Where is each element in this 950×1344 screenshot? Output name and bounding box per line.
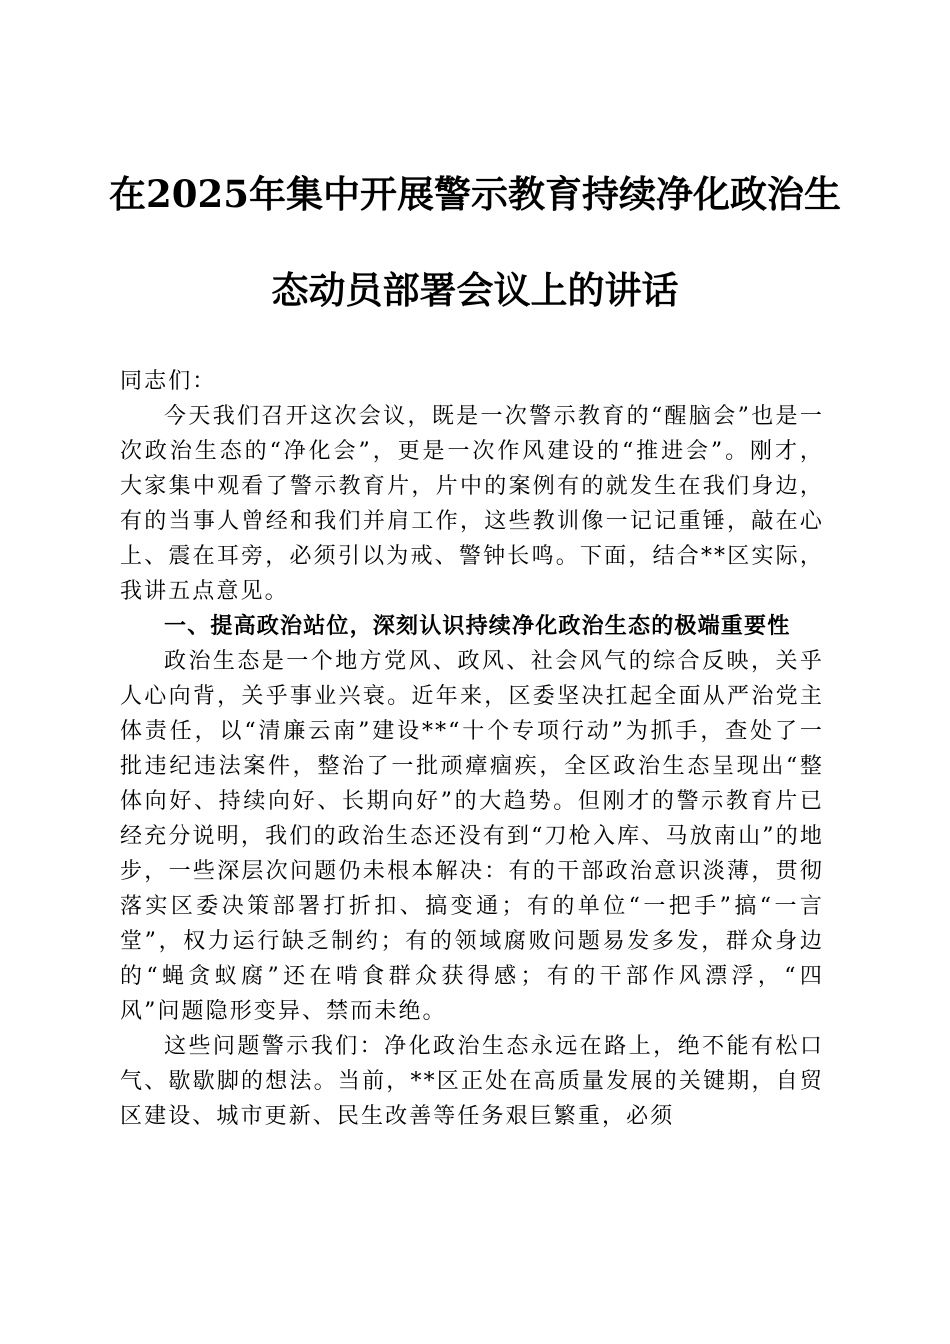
salutation: 同志们：	[120, 369, 217, 394]
paragraph-warning: 这些问题警示我们：净化政治生态永远在路上，绝不能有松口气、歇歇脚的想法。当前，**区正处在高质量发展的关键期，自贸区建设、城市更新、民生改善等任务艰巨繁重，必须	[120, 1034, 824, 1129]
document-title-line-1: 在2025年集中开展警示教育持续净化政治生	[109, 172, 841, 216]
document-title-line-2: 态动员部署会议上的讲话	[271, 268, 679, 312]
document-body	[120, 364, 824, 1134]
paragraph-political-ecology: 政治生态是一个地方党风、政风、社会风气的综合反映，关乎人心向背，关乎事业兴衰。近年来，区委坚决扛起全面从严治党主体责任，以“清廉云南”建设**“十个专项行动”为抓手，查处了一批违纪违法案件，整治了一批顽瘴痼疾，全区政治生态呈现出“整体向好、持续向好、长期向好”的大趋势。但刚才的警示教育片已经充分说明，我们的政治生态还没有到“刀枪入库、马放南山”的地步，一些深层次问题仍未根本解决：有的干部政治意识淡薄，贯彻落实区委决策部署打折扣、搞变通；有的单位“一把手”搞“一言堂”，权力运行缺乏制约；有的领域腐败问题易发多发，群众身边的“蝇贪蚁腐”还在啃食群众获得感；有的干部作风漂浮，“四风”问题隐形变异、禁而未绝。	[120, 649, 824, 1024]
section-heading-1: 一、提高政治站位，深刻认识持续净化政治生态的极端重要性	[164, 614, 791, 639]
paragraph-intro: 今天我们召开这次会议，既是一次警示教育的“醒脑会”也是一次政治生态的“净化会”，更是一次作风建设的“推进会”。刚才，大家集中观看了警示教育片，片中的案例有的就发生在我们身边，有的当事人曾经和我们并肩工作，这些教训像一记记重锤，敲在心上、震在耳旁，必须引以为戒、警钟长鸣。下面，结合**区实际，我讲五点意见。	[120, 404, 824, 604]
